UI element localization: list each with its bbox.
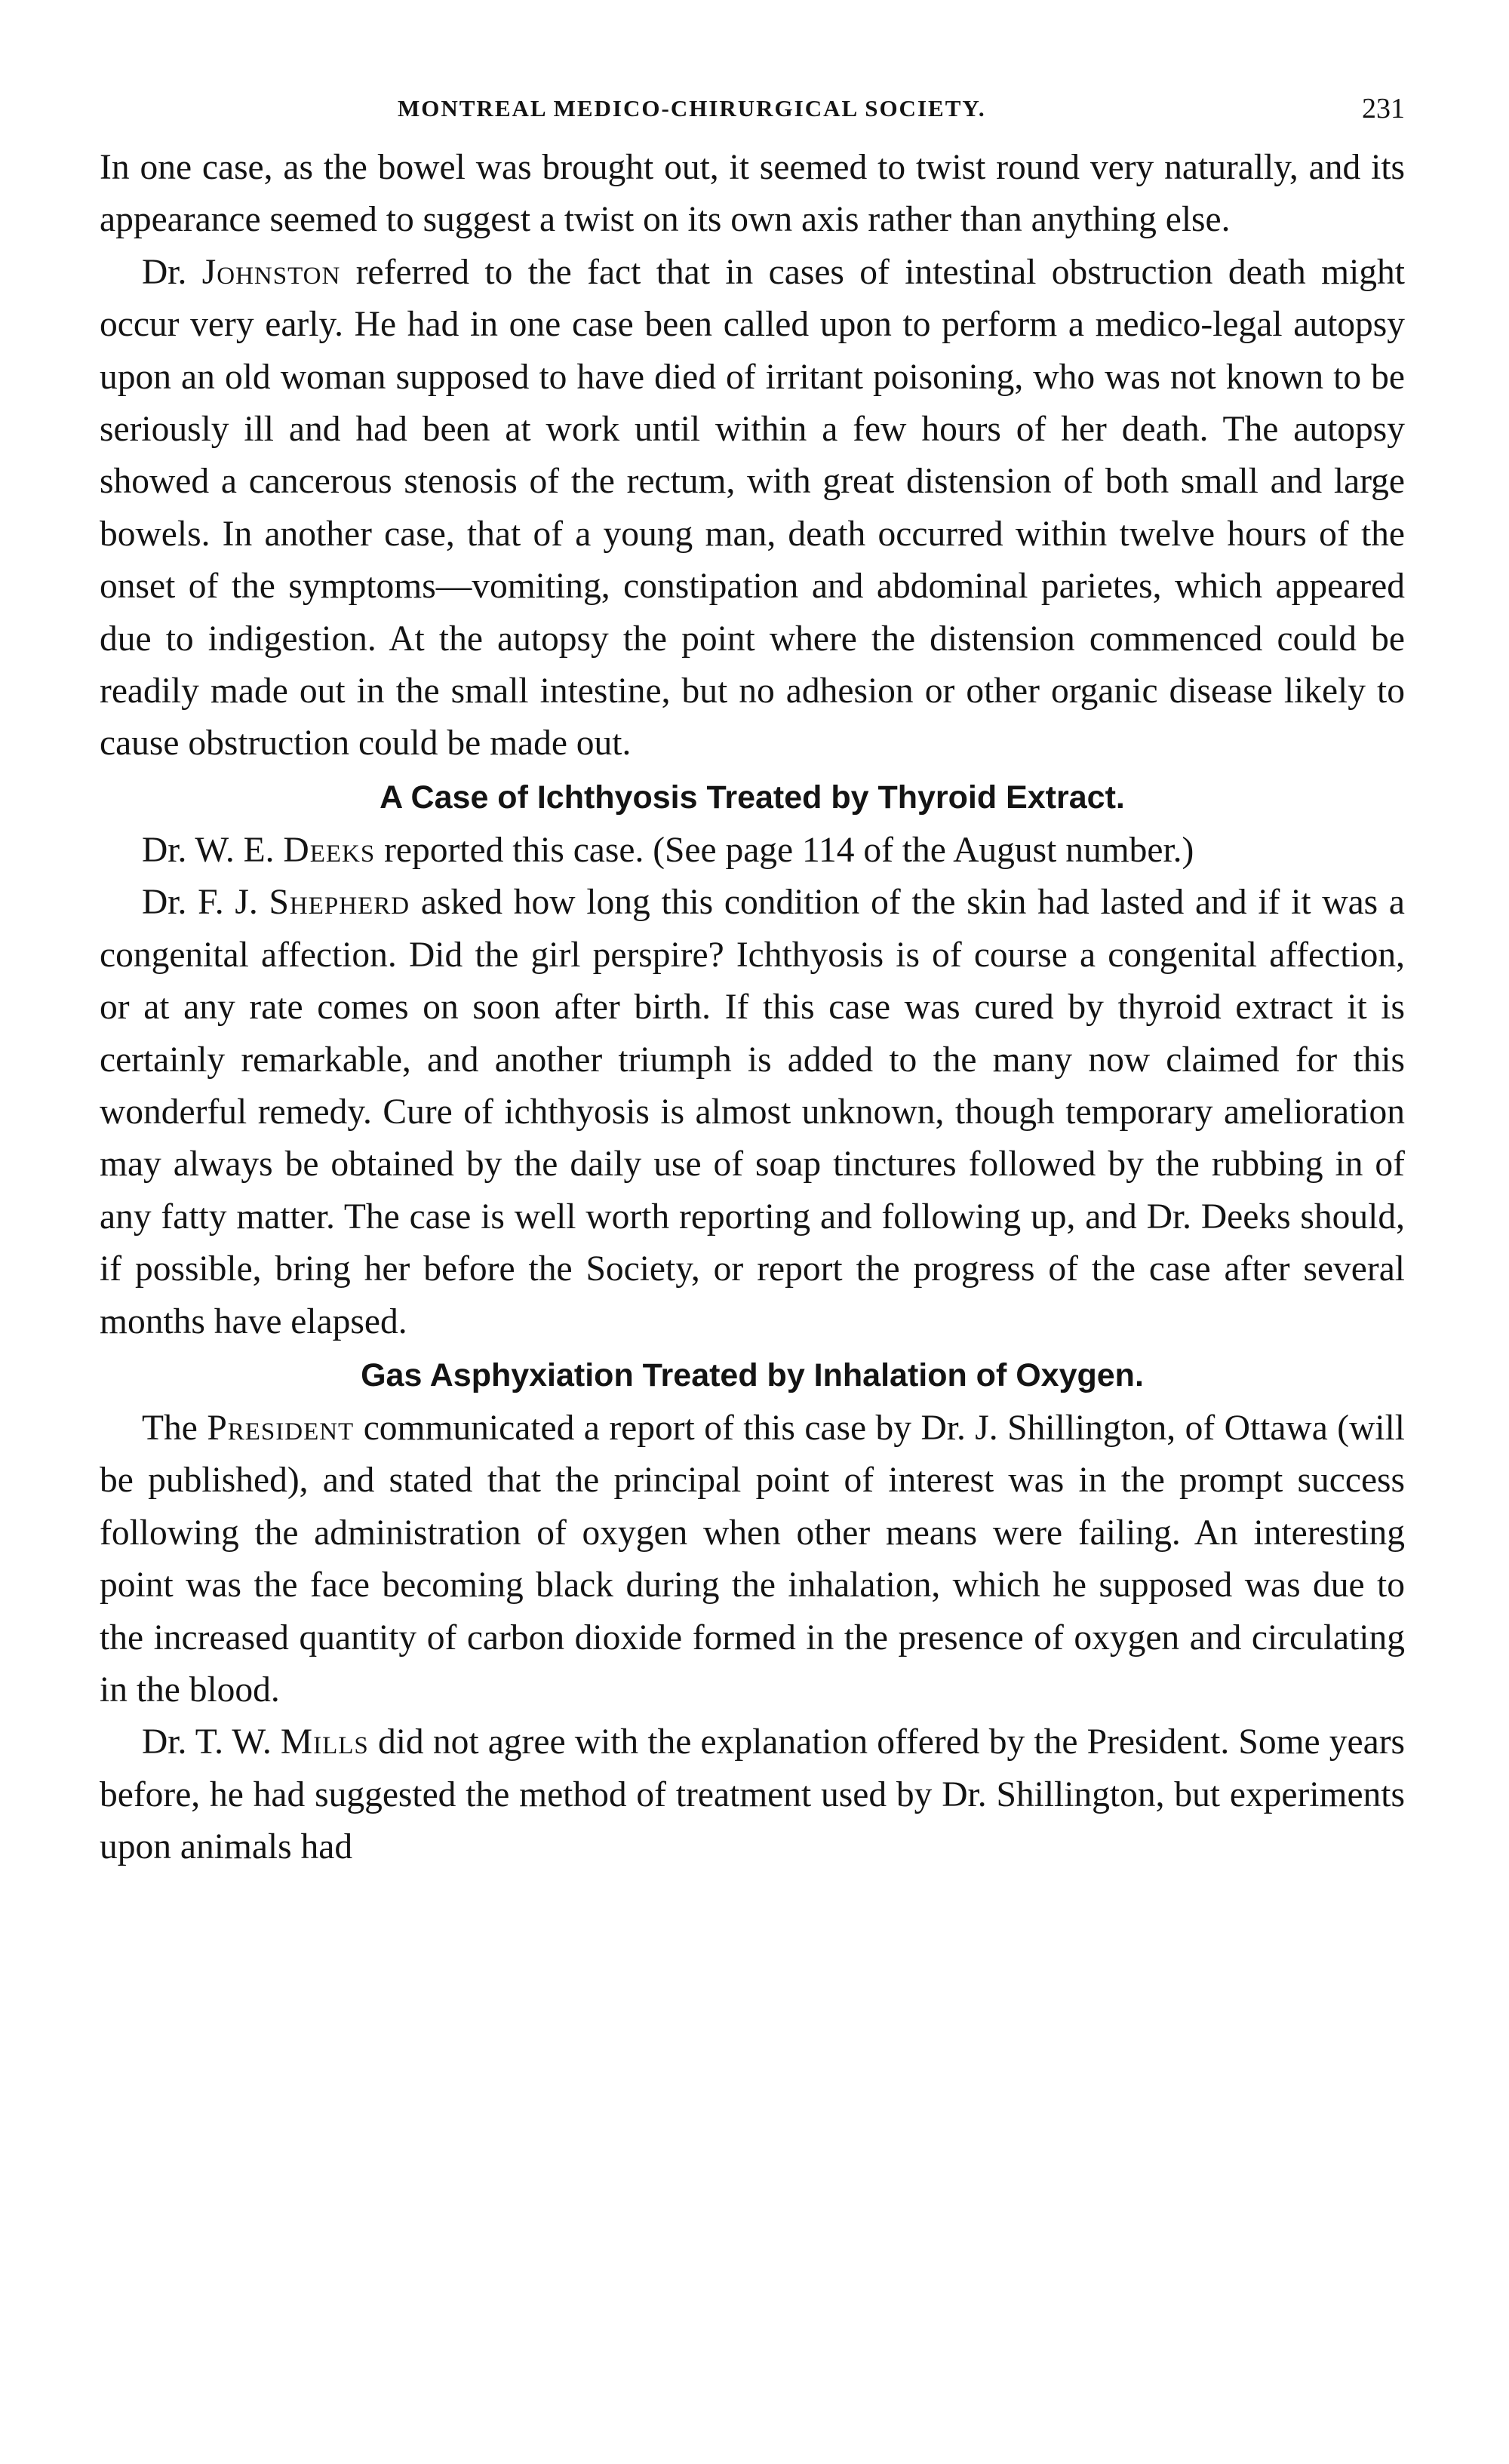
running-title: MONTREAL MEDICO-CHIRURGICAL SOCIETY. [398, 95, 986, 121]
speaker-name: Johnston [201, 252, 341, 292]
section-heading-gas-asphyxiation: Gas Asphyxiation Treated by Inhalation of Oxygen. [361, 1356, 1144, 1393]
paragraph-johnston [100, 247, 1405, 770]
paragraph-president [100, 1403, 1405, 1716]
speaker-name: Mills [280, 1722, 369, 1762]
speaker-name: Shepherd [269, 883, 410, 923]
speaker-prefix: The [142, 1408, 207, 1448]
speaker-prefix: Dr. W. E. [142, 830, 284, 870]
speaker-prefix: Dr. [142, 252, 202, 292]
paragraph-shepherd [100, 877, 1405, 1348]
section-heading-ichthyosis: A Case of Ichthyosis Treated by Thyroid Extract. [380, 779, 1125, 816]
paragraph-text: referred to the fact that in cases of intestinal obstruction death might occur very early. He had in one case been called upon to perform a medico-legal autopsy upon an old woman supposed to have died of irritant poisoning, who was not known to be seriously ill and had been at work until within a few hours of her death. The autopsy showed a cancerous stenosis of the rectum, with great distension of both small and large bowels. In another case, that of a young man, death occurred within twelve hours of the onset of the symptoms—vomiting, constipation and abdominal parietes, which appeared due to indigestion. At the autopsy the point where the distension commenced could be readily made out in the small intestine, but no adhesion or other organic disease likely to cause obstruction could be made out. [100, 252, 1405, 763]
paragraph-text: communicated a report of this case by Dr. J. Shillington, of Ottawa (will be published), and stated that the principal point of interest was in the prompt success following the administration of oxygen when other means were failing. An interesting point was the face becoming black during the inhalation, which he supposed was due to the increased quantity of carbon dioxide formed in the presence of oxygen and circulating in the blood. [100, 1408, 1405, 1710]
paragraph-text: asked how long this condition of the skin had lasted and if it was a congenital affection. Did the girl perspire? Ichthyosis is of course a congenital affection, or at any rate comes on soon after birth. If this case was cured by thyroid extract it is certainly remarkable, and another triumph is added to the many now claimed for this wonderful remedy. Cure of ichthyosis is almost unknown, though temporary amelioration may always be obtained by the daily use of soap tinctures followed by the rubbing in of any fatty matter. The case is well worth reporting and following up, and Dr. Deeks should, if possible, bring her before the Society, or report the progress of the case after several months have elapsed. [100, 883, 1405, 1341]
running-header [100, 89, 1405, 142]
speaker-name: President [207, 1408, 355, 1448]
paragraph-text: In one case, as the bowel was brought out, it seemed to twist round very naturally, and its appearance seemed to suggest a twist on its own axis rather than anything else. [100, 148, 1405, 240]
paragraph-text: reported this case. (See page 114 of the August number.) [375, 830, 1194, 870]
speaker-name: Deeks [283, 830, 376, 870]
page-number: 231 [1362, 93, 1405, 124]
speaker-prefix: Dr. T. W. [142, 1722, 281, 1762]
speaker-prefix: Dr. F. J. [142, 883, 269, 923]
document-page [100, 89, 1405, 1874]
paragraph-mills [100, 1716, 1405, 1873]
paragraph-deeks [100, 825, 1405, 877]
paragraph-bowel-twist [100, 142, 1405, 247]
paragraph-text: did not agree with the explanation offered by the President. Some years before, he had suggested the method of treatment used by Dr. Shillington, but experiments upon animals had [100, 1722, 1405, 1867]
